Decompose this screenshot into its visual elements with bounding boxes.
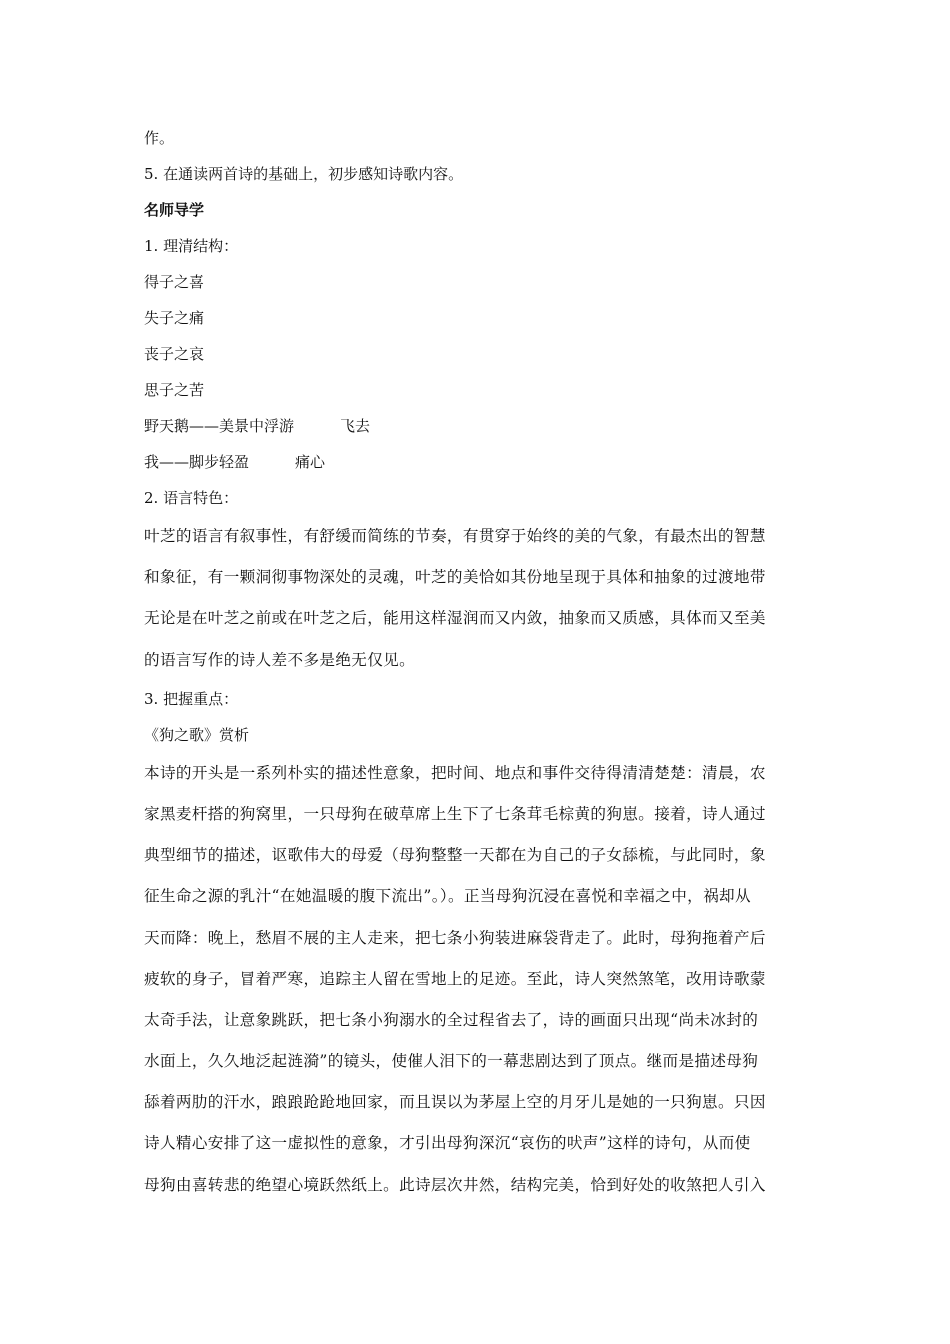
language-paragraph — [144, 516, 809, 681]
structure-swan-line — [144, 408, 809, 444]
language-label: 2. 语言特色： — [144, 489, 239, 507]
structure-item: 得子之喜 — [144, 273, 205, 291]
paragraph-line: 和象征，有一颗洞彻事物深处的灵魂，叶芝的美恰如其份地呈现于具体和抽象的过渡地带 — [144, 568, 766, 587]
paragraph-line: 本诗的开头是一系列朴实的描述性意象，把时间、地点和事件交待得清清楚楚：清晨，农 — [144, 763, 766, 782]
structure-item: 丧子之哀 — [144, 345, 205, 363]
focus-subtitle: 《狗之歌》赏析 — [144, 725, 250, 744]
structure-item: 思子之苦 — [144, 381, 205, 399]
paragraph-line: 典型细节的描述，讴歌伟大的母爱（母狗整整一天都在为自己的子女舔梳，与此同时，象 — [144, 846, 766, 865]
paragraph-line: 母狗由喜转悲的绝望心境跃然纸上。此诗层次井然，结构完美，恰到好处的收煞把人引入 — [144, 1175, 766, 1194]
focus-label: 3. 把握重点： — [144, 689, 239, 708]
carry-over-text: 作。 — [144, 129, 175, 147]
structure-item: 失子之痛 — [144, 309, 205, 327]
paragraph-line: 征生命之源的乳汁“在她温暖的腹下流出”。）。正当母狗沉浸在喜悦和幸福之中，祸却从 — [144, 887, 751, 906]
paragraph-line: 舔着两肋的汗水，踉踉跄跄地回家，而且误以为茅屋上空的月牙儿是她的一只狗崽。只因 — [144, 1093, 766, 1112]
item-5-text: 5. 在通读两首诗的基础上，初步感知诗歌内容。 — [144, 165, 464, 183]
paragraph-line: 诗人精心安排了这一虚拟性的意象，才引出母狗深沉“哀伤的吠声”这样的诗句，从而使 — [144, 1134, 751, 1153]
swan-right-text: 飞去 — [340, 417, 371, 435]
paragraph-line: 家黑麦杆搭的狗窝里，一只母狗在破草席上生下了七条茸毛棕黄的狗崽。接着，诗人通过 — [144, 804, 766, 823]
paragraph-line: 无论是在叶芝之前或在叶芝之后，能用这样湿润而又内敛，抽象而又质感，具体而又至美 — [144, 609, 766, 628]
me-left-text: 我——脚步轻盈 — [144, 453, 250, 471]
focus-paragraph — [144, 753, 809, 1206]
document-body — [144, 120, 809, 1206]
paragraph-line: 天而降：晚上，愁眉不展的主人走来，把七条小狗装进麻袋背走了。此时，母狗拖着产后 — [144, 928, 766, 947]
paragraph-line: 疲软的身子，冒着严寒，追踪主人留在雪地上的足迹。至此，诗人突然煞笔，改用诗歌蒙 — [144, 969, 766, 988]
structure-label: 1. 理清结构： — [144, 237, 239, 255]
paragraph-line: 的语言写作的诗人差不多是绝无仅见。 — [144, 650, 416, 669]
paragraph-line: 太奇手法，让意象跳跃，把七条小狗溺水的全过程省去了，诗的画面只出现“尚未冰封的 — [144, 1010, 759, 1029]
me-right-text: 痛心 — [295, 453, 326, 471]
paragraph-line: 水面上，久久地泛起涟漪”的镜头，使催人泪下的一幕悲剧达到了顶点。继而是描述母狗 — [144, 1052, 759, 1071]
swan-left-text: 野天鹅——美景中浮游 — [144, 417, 295, 435]
section-heading: 名师导学 — [144, 201, 205, 219]
paragraph-line: 叶芝的语言有叙事性，有舒缓而简练的节奏，有贯穿于始终的美的气象，有最杰出的智慧 — [144, 527, 766, 545]
structure-me-line — [144, 444, 809, 480]
